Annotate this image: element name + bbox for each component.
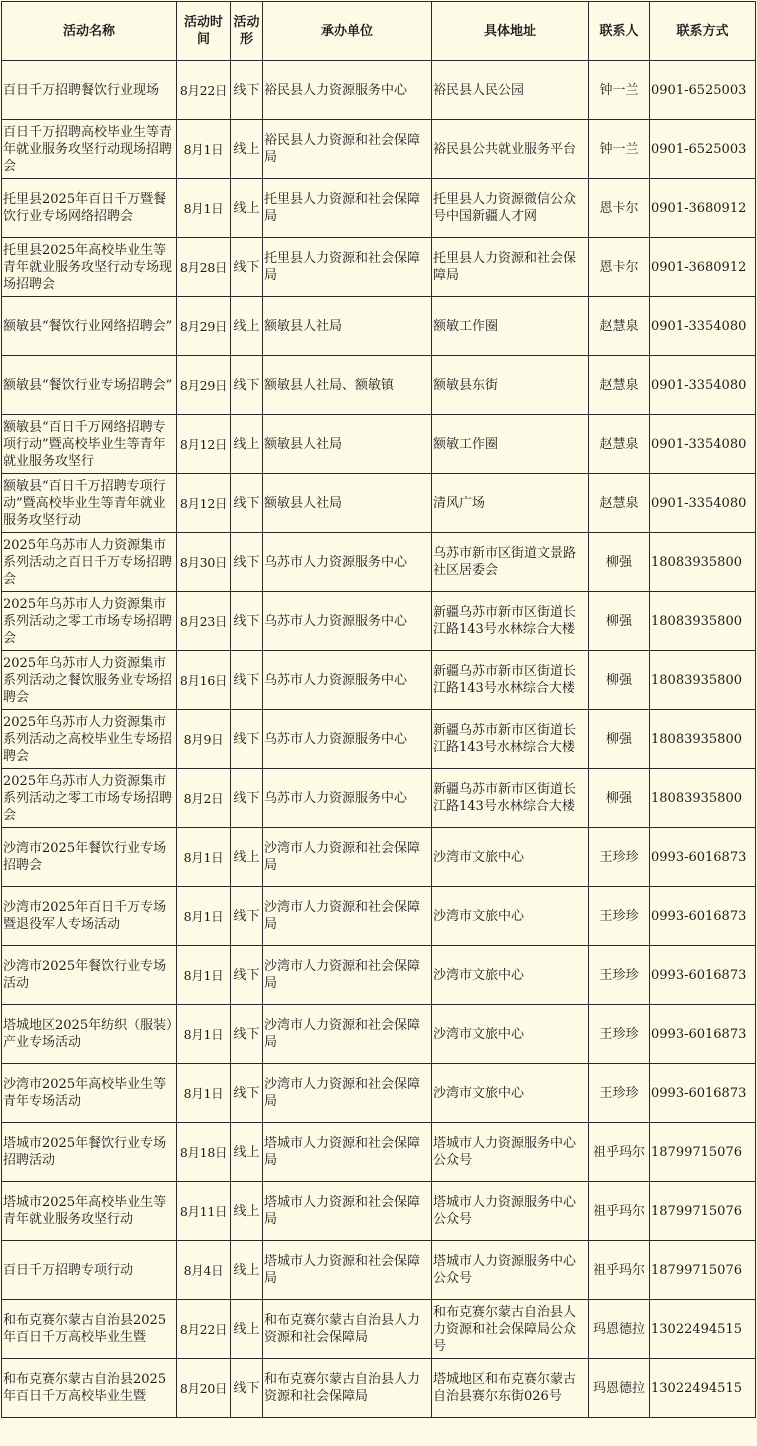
activity-date-cell: 8月30日	[177, 533, 231, 592]
activity-name-cell: 2025年乌苏市人力资源集市系列活动之百日千万专场招聘会	[2, 533, 177, 592]
organizer-cell: 乌苏市人力资源服务中心	[263, 769, 432, 828]
contact-phone-cell: 0993-6016873	[650, 828, 756, 887]
activity-date-cell: 8月29日	[177, 297, 231, 356]
activity-date-cell: 8月2日	[177, 769, 231, 828]
activity-name-cell: 塔城地区2025年纺织（服装）产业专场活动	[2, 1005, 177, 1064]
contact-person-cell: 祖乎玛尔	[589, 1182, 650, 1241]
activity-form-cell: 线上	[231, 415, 263, 474]
organizer-cell: 托里县人力资源和社会保障局	[263, 238, 432, 297]
activity-form-cell: 线下	[231, 61, 263, 120]
activity-name-cell: 和布克赛尔蒙古自治县2025年百日千万高校毕业生暨	[2, 1359, 177, 1418]
activity-name-cell: 托里县2025年百日千万暨餐饮行业专场网络招聘会	[2, 179, 177, 238]
contact-person-cell: 柳强	[589, 651, 650, 710]
activity-date-cell: 8月22日	[177, 1300, 231, 1359]
contact-person-cell: 王珍珍	[589, 828, 650, 887]
address-cell: 托里县人力资源微信公众号中国新疆人才网	[432, 179, 589, 238]
activity-name-cell: 塔城市2025年餐饮行业专场招聘活动	[2, 1123, 177, 1182]
activity-date-cell: 8月1日	[177, 1005, 231, 1064]
activity-name-cell: 百日千万招聘高校毕业生等青年就业服务攻坚行动现场招聘会	[2, 120, 177, 179]
activity-date-cell: 8月23日	[177, 592, 231, 651]
activity-date-cell: 8月9日	[177, 710, 231, 769]
activity-form-cell: 线下	[231, 474, 263, 533]
activity-form-cell: 线上	[231, 828, 263, 887]
activity-form-cell: 线上	[231, 179, 263, 238]
table-row	[2, 297, 756, 356]
address-cell: 沙湾市文旅中心	[432, 1064, 589, 1123]
table-row	[2, 1005, 756, 1064]
activity-date-cell: 8月1日	[177, 179, 231, 238]
address-cell: 清风广场	[432, 474, 589, 533]
activity-form-cell: 线下	[231, 651, 263, 710]
activity-form-cell: 线下	[231, 1005, 263, 1064]
organizer-cell: 沙湾市人力资源和社会保障局	[263, 828, 432, 887]
contact-phone-cell: 13022494515	[650, 1300, 756, 1359]
address-cell: 乌苏市新市区街道文景路社区居委会	[432, 533, 589, 592]
address-cell: 额敏工作圈	[432, 415, 589, 474]
activity-form-cell: 线下	[231, 710, 263, 769]
activity-form-cell: 线下	[231, 1359, 263, 1418]
activity-date-cell: 8月29日	[177, 356, 231, 415]
activity-name-cell: 2025年乌苏市人力资源集市系列活动之零工市场专场招聘会	[2, 592, 177, 651]
activity-date-cell: 8月4日	[177, 1241, 231, 1300]
contact-phone-cell: 18799715076	[650, 1182, 756, 1241]
address-cell: 塔城地区和布克赛尔蒙古自治县赛尔东街026号	[432, 1359, 589, 1418]
address-cell: 新疆乌苏市新市区街道长江路143号水林综合大楼	[432, 651, 589, 710]
activity-form-cell: 线下	[231, 356, 263, 415]
contact-phone-cell: 0901-3354080	[650, 474, 756, 533]
activity-form-cell: 线下	[231, 533, 263, 592]
activity-name-cell: 托里县2025年高校毕业生等青年就业服务攻坚行动专场现场招聘会	[2, 238, 177, 297]
organizer-cell: 额敏县人社局	[263, 474, 432, 533]
contact-person-cell: 柳强	[589, 533, 650, 592]
table-row	[2, 179, 756, 238]
contact-person-cell: 玛恩德拉	[589, 1359, 650, 1418]
contact-person-cell: 王珍珍	[589, 887, 650, 946]
contact-phone-cell: 18083935800	[650, 592, 756, 651]
activity-date-cell: 8月20日	[177, 1359, 231, 1418]
table-row	[2, 1300, 756, 1359]
organizer-cell: 和布克赛尔蒙古自治县人力资源和社会保障局	[263, 1359, 432, 1418]
activity-date-cell: 8月1日	[177, 120, 231, 179]
contact-phone-cell: 18083935800	[650, 651, 756, 710]
contact-person-cell: 赵慧泉	[589, 474, 650, 533]
table-row	[2, 828, 756, 887]
activity-name-cell: 沙湾市2025年餐饮行业专场活动	[2, 946, 177, 1005]
address-cell: 裕民县人民公园	[432, 61, 589, 120]
contact-person-cell: 柳强	[589, 769, 650, 828]
activity-name-cell: 额敏县“餐饮行业专场招聘会”	[2, 356, 177, 415]
activity-form-cell: 线下	[231, 238, 263, 297]
address-cell: 沙湾市文旅中心	[432, 828, 589, 887]
activity-name-cell: 沙湾市2025年百日千万专场暨退役军人专场活动	[2, 887, 177, 946]
activity-name-cell: 额敏县“百日千万招聘专项行动”暨高校毕业生等青年就业服务攻坚行动	[2, 474, 177, 533]
contact-person-cell: 赵慧泉	[589, 415, 650, 474]
address-cell: 塔城市人力资源服务中心公众号	[432, 1182, 589, 1241]
table-row	[2, 533, 756, 592]
organizer-cell: 裕民县人力资源服务中心	[263, 61, 432, 120]
table-row	[2, 1064, 756, 1123]
header-activity-name: 活动名称	[2, 2, 177, 61]
contact-phone-cell: 0901-3680912	[650, 179, 756, 238]
address-cell: 新疆乌苏市新市区街道长江路143号水林综合大楼	[432, 592, 589, 651]
contact-phone-cell: 18799715076	[650, 1123, 756, 1182]
header-contact-phone: 联系方式	[650, 2, 756, 61]
activity-date-cell: 8月28日	[177, 238, 231, 297]
table-row	[2, 61, 756, 120]
activity-form-cell: 线下	[231, 592, 263, 651]
contact-phone-cell: 0901-3354080	[650, 415, 756, 474]
activity-form-cell: 线上	[231, 1300, 263, 1359]
contact-phone-cell: 0993-6016873	[650, 946, 756, 1005]
contact-phone-cell: 18083935800	[650, 769, 756, 828]
job-fair-table	[1, 1, 756, 1418]
activity-form-cell: 线上	[231, 120, 263, 179]
header-contact-person: 联系人	[589, 2, 650, 61]
organizer-cell: 裕民县人力资源和社会保障局	[263, 120, 432, 179]
activity-date-cell: 8月16日	[177, 651, 231, 710]
activity-name-cell: 和布克赛尔蒙古自治县2025年百日千万高校毕业生暨	[2, 1300, 177, 1359]
contact-phone-cell: 13022494515	[650, 1359, 756, 1418]
address-cell: 塔城市人力资源服务中心公众号	[432, 1241, 589, 1300]
table-row	[2, 710, 756, 769]
contact-person-cell: 恩卡尔	[589, 238, 650, 297]
activity-name-cell: 沙湾市2025年餐饮行业专场招聘会	[2, 828, 177, 887]
contact-person-cell: 王珍珍	[589, 1064, 650, 1123]
contact-phone-cell: 0993-6016873	[650, 1005, 756, 1064]
activity-date-cell: 8月1日	[177, 828, 231, 887]
activity-name-cell: 沙湾市2025年高校毕业生等青年专场活动	[2, 1064, 177, 1123]
contact-phone-cell: 18083935800	[650, 533, 756, 592]
contact-person-cell: 赵慧泉	[589, 297, 650, 356]
organizer-cell: 额敏县人社局、额敏镇	[263, 356, 432, 415]
table-row	[2, 415, 756, 474]
organizer-cell: 额敏县人社局	[263, 415, 432, 474]
address-cell: 沙湾市文旅中心	[432, 946, 589, 1005]
organizer-cell: 和布克赛尔蒙古自治县人力资源和社会保障局	[263, 1300, 432, 1359]
organizer-cell: 乌苏市人力资源服务中心	[263, 710, 432, 769]
organizer-cell: 塔城市人力资源和社会保障局	[263, 1241, 432, 1300]
contact-person-cell: 钟一兰	[589, 120, 650, 179]
organizer-cell: 沙湾市人力资源和社会保障局	[263, 887, 432, 946]
table-row	[2, 946, 756, 1005]
address-cell: 新疆乌苏市新市区街道长江路143号水林综合大楼	[432, 710, 589, 769]
activity-form-cell: 线下	[231, 1064, 263, 1123]
address-cell: 裕民县公共就业服务平台	[432, 120, 589, 179]
activity-date-cell: 8月22日	[177, 61, 231, 120]
address-cell: 托里县人力资源和社会保障局	[432, 238, 589, 297]
activity-name-cell: 额敏县“百日千万网络招聘专项行动”暨高校毕业生等青年就业服务攻坚行	[2, 415, 177, 474]
activity-name-cell: 2025年乌苏市人力资源集市系列活动之零工市场专场招聘会	[2, 769, 177, 828]
activity-name-cell: 塔城市2025年高校毕业生等青年就业服务攻坚行动	[2, 1182, 177, 1241]
organizer-cell: 乌苏市人力资源服务中心	[263, 651, 432, 710]
activity-name-cell: 百日千万招聘餐饮行业现场	[2, 61, 177, 120]
table-row	[2, 887, 756, 946]
activity-form-cell: 线下	[231, 887, 263, 946]
contact-person-cell: 赵慧泉	[589, 356, 650, 415]
organizer-cell: 沙湾市人力资源和社会保障局	[263, 946, 432, 1005]
contact-phone-cell: 0901-6525003	[650, 61, 756, 120]
activity-name-cell: 额敏县“餐饮行业网络招聘会”	[2, 297, 177, 356]
table-row	[2, 1123, 756, 1182]
header-organizer: 承办单位	[263, 2, 432, 61]
table-row	[2, 1182, 756, 1241]
table-row	[2, 356, 756, 415]
activity-name-cell: 2025年乌苏市人力资源集市系列活动之高校毕业生专场招聘会	[2, 710, 177, 769]
header-row	[2, 2, 756, 61]
activity-form-cell: 线下	[231, 946, 263, 1005]
activity-date-cell: 8月12日	[177, 474, 231, 533]
organizer-cell: 额敏县人社局	[263, 297, 432, 356]
contact-person-cell: 柳强	[589, 592, 650, 651]
contact-person-cell: 祖乎玛尔	[589, 1123, 650, 1182]
activity-form-cell: 线上	[231, 1241, 263, 1300]
table-row	[2, 1241, 756, 1300]
table-row	[2, 474, 756, 533]
activity-form-cell: 线上	[231, 1123, 263, 1182]
contact-phone-cell: 0901-3354080	[650, 356, 756, 415]
contact-person-cell: 钟一兰	[589, 61, 650, 120]
activity-date-cell: 8月12日	[177, 415, 231, 474]
organizer-cell: 沙湾市人力资源和社会保障局	[263, 1064, 432, 1123]
address-cell: 沙湾市文旅中心	[432, 1005, 589, 1064]
table-row	[2, 592, 756, 651]
contact-phone-cell: 0901-3680912	[650, 238, 756, 297]
contact-phone-cell: 0901-6525003	[650, 120, 756, 179]
activity-date-cell: 8月1日	[177, 1064, 231, 1123]
table-row	[2, 651, 756, 710]
table-row	[2, 1359, 756, 1418]
contact-phone-cell: 0993-6016873	[650, 1064, 756, 1123]
contact-phone-cell: 18083935800	[650, 710, 756, 769]
organizer-cell: 乌苏市人力资源服务中心	[263, 533, 432, 592]
activity-form-cell: 线上	[231, 297, 263, 356]
table-body	[2, 61, 756, 1418]
contact-phone-cell: 0993-6016873	[650, 887, 756, 946]
activity-date-cell: 8月18日	[177, 1123, 231, 1182]
contact-person-cell: 王珍珍	[589, 1005, 650, 1064]
table-row	[2, 769, 756, 828]
organizer-cell: 乌苏市人力资源服务中心	[263, 592, 432, 651]
address-cell: 额敏县东街	[432, 356, 589, 415]
organizer-cell: 塔城市人力资源和社会保障局	[263, 1182, 432, 1241]
address-cell: 塔城市人力资源服务中心公众号	[432, 1123, 589, 1182]
organizer-cell: 沙湾市人力资源和社会保障局	[263, 1005, 432, 1064]
contact-person-cell: 柳强	[589, 710, 650, 769]
contact-person-cell: 玛恩德拉	[589, 1300, 650, 1359]
address-cell: 额敏工作圈	[432, 297, 589, 356]
address-cell: 沙湾市文旅中心	[432, 887, 589, 946]
contact-phone-cell: 18799715076	[650, 1241, 756, 1300]
activity-form-cell: 线上	[231, 1182, 263, 1241]
header-address: 具体地址	[432, 2, 589, 61]
address-cell: 和布克赛尔蒙古自治县人力资源和社会保障局公众号	[432, 1300, 589, 1359]
organizer-cell: 托里县人力资源和社会保障局	[263, 179, 432, 238]
activity-name-cell: 2025年乌苏市人力资源集市系列活动之餐饮服务业专场招聘会	[2, 651, 177, 710]
contact-phone-cell: 0901-3354080	[650, 297, 756, 356]
table-row	[2, 120, 756, 179]
activity-form-cell: 线下	[231, 769, 263, 828]
activity-date-cell: 8月11日	[177, 1182, 231, 1241]
header-activity-form: 活动形	[231, 2, 263, 61]
organizer-cell: 塔城市人力资源和社会保障局	[263, 1123, 432, 1182]
contact-person-cell: 恩卡尔	[589, 179, 650, 238]
activity-date-cell: 8月1日	[177, 946, 231, 1005]
activity-name-cell: 百日千万招聘专项行动	[2, 1241, 177, 1300]
table-row	[2, 238, 756, 297]
contact-person-cell: 祖乎玛尔	[589, 1241, 650, 1300]
header-activity-date: 活动时间	[177, 2, 231, 61]
address-cell: 新疆乌苏市新市区街道长江路143号水林综合大楼	[432, 769, 589, 828]
contact-person-cell: 王珍珍	[589, 946, 650, 1005]
activity-date-cell: 8月1日	[177, 887, 231, 946]
